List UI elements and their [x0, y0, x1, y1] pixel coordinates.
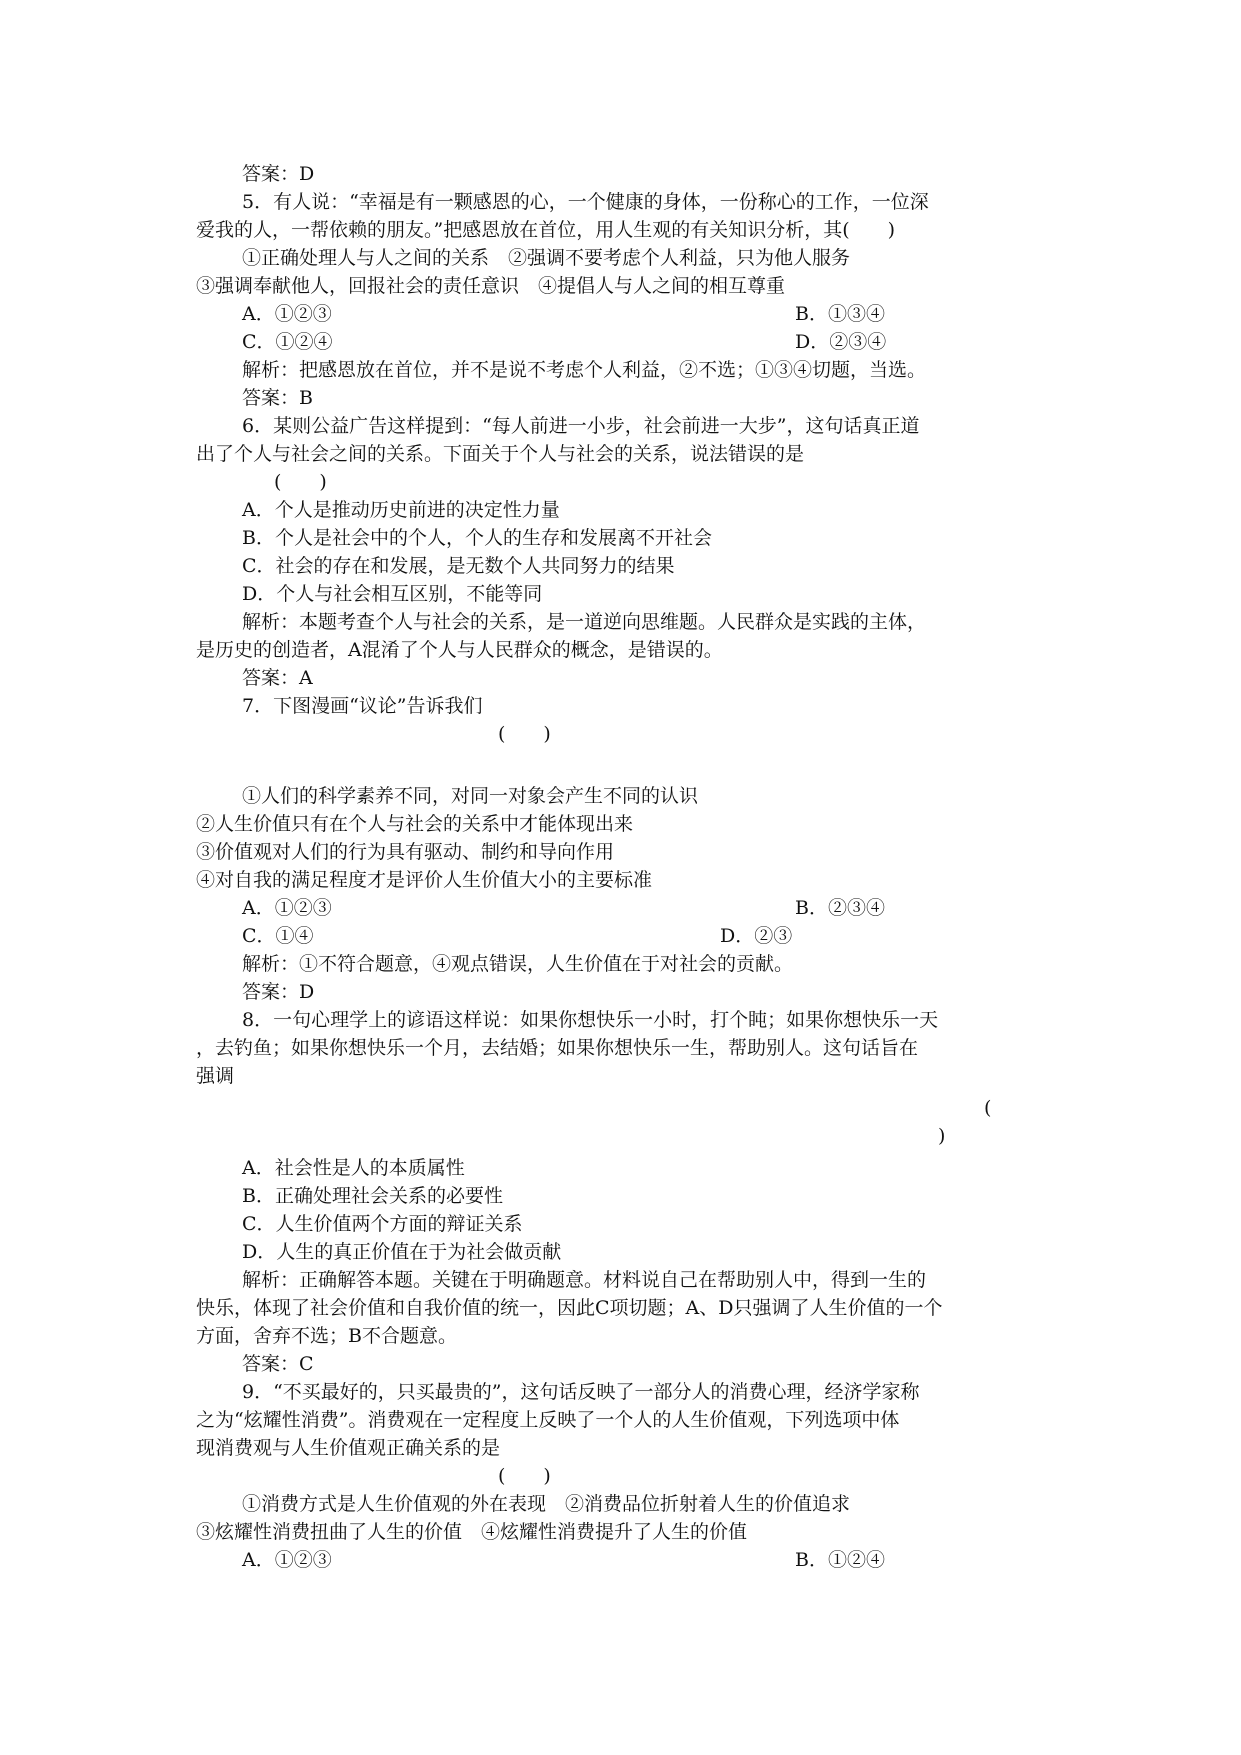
question-8-line-3: 强调 [196, 1065, 235, 1087]
question-8-line-2: ，去钓鱼；如果你想快乐一个月，去结婚；如果你想快乐一生，帮助别人。这句话旨在 [196, 1037, 919, 1059]
statement-2: ②人生价值只有在个人与社会的关系中才能体现出来 [196, 813, 634, 835]
answer-line: 答案：A [242, 667, 313, 689]
option-a: A．个人是推动历史前进的决定性力量 [242, 499, 560, 521]
answer-line: 答案：B [242, 387, 313, 409]
question-7-line-1: 7．下图漫画“议论”告诉我们 [242, 695, 483, 717]
option-a: A．社会性是人的本质属性 [242, 1157, 465, 1179]
option-a: A．①②③ [242, 1549, 332, 1571]
question-5-statements-2: ③强调奉献他人，回报社会的责任意识 ④提倡人与人之间的相互尊重 [196, 275, 786, 297]
analysis-line: 解析：本题考查个人与社会的关系，是一道逆向思维题。人民群众是实践的主体， [242, 611, 927, 633]
option-c: C．①④ [242, 925, 314, 947]
question-6-line-2: 出了个人与社会之间的关系。下面关于个人与社会的关系，说法错误的是 [196, 443, 805, 465]
answer-blank: ( ) [498, 723, 551, 745]
question-9-line-2: 之为“炫耀性消费”。消费观在一定程度上反映了一个人的人生价值观，下列选项中体 [196, 1409, 900, 1431]
option-b: B．①③④ [795, 303, 885, 325]
option-d: D．②③④ [795, 331, 887, 353]
option-b: B．②③④ [795, 897, 885, 919]
option-d: D．人生的真正价值在于为社会做贡献 [242, 1241, 562, 1263]
question-5-line-2: 爱我的人，一帮依赖的朋友。”把感恩放在首位，用人生观的有关知识分析，其( ) [196, 219, 896, 241]
answer-line: 答案：C [242, 1353, 314, 1375]
option-c: C．①②④ [242, 331, 333, 353]
statements-line-2: ③炫耀性消费扭曲了人生的价值 ④炫耀性消费提升了人生的价值 [196, 1521, 748, 1543]
question-5-statements-1: ①正确处理人与人之间的关系 ②强调不要考虑个人利益，只为他人服务 [242, 247, 851, 269]
statements-line-1: ①消费方式是人生价值观的外在表现 ②消费品位折射着人生的价值追求 [242, 1493, 851, 1515]
analysis-line: 解析：①不符合题意，④观点错误，人生价值在于对社会的贡献。 [242, 953, 794, 975]
answer-blank-open: ( [984, 1097, 992, 1119]
option-a: A．①②③ [242, 897, 332, 919]
answer-blank: ( ) [274, 471, 327, 493]
analysis-line: 方面，舍弃不选；B不合题意。 [196, 1325, 457, 1347]
answer-line: 答案：D [242, 981, 315, 1003]
answer-line: 答案：D [242, 163, 315, 185]
option-b: B．个人是社会中的个人，个人的生存和发展离不开社会 [242, 527, 712, 549]
option-c: C．社会的存在和发展，是无数个人共同努力的结果 [242, 555, 675, 577]
answer-blank-close: ) [938, 1125, 946, 1147]
option-b: B．正确处理社会关系的必要性 [242, 1185, 503, 1207]
answer-blank: ( ) [498, 1465, 551, 1487]
analysis-line: 解析：正确解答本题。关键在于明确题意。材料说自己在帮助别人中，得到一生的 [242, 1269, 927, 1291]
statement-3: ③价值观对人们的行为具有驱动、制约和导向作用 [196, 841, 615, 863]
question-9-line-1: 9．“不买最好的，只买最贵的”，这句话反映了一部分人的消费心理，经济学家称 [242, 1381, 920, 1403]
option-d: D．②③ [720, 925, 793, 947]
question-5-line-1: 5．有人说：“幸福是有一颗感恩的心，一个健康的身体，一份称心的工作，一位深 [242, 191, 929, 213]
analysis-line: 是历史的创造者，A混淆了个人与人民群众的概念，是错误的。 [196, 639, 723, 661]
option-a: A．①②③ [242, 303, 332, 325]
option-c: C．人生价值两个方面的辩证关系 [242, 1213, 523, 1235]
statement-1: ①人们的科学素养不同，对同一对象会产生不同的认识 [242, 785, 699, 807]
statement-4: ④对自我的满足程度才是评价人生价值大小的主要标准 [196, 869, 653, 891]
analysis-line: 快乐，体现了社会价值和自我价值的统一，因此C项切题；A、D只强调了人生价值的一个 [196, 1297, 943, 1319]
analysis-line: 解析：把感恩放在首位，并不是说不考虑个人利益，②不选；①③④切题，当选。 [242, 359, 927, 381]
option-d: D．个人与社会相互区别，不能等同 [242, 583, 543, 605]
option-b: B．①②④ [795, 1549, 885, 1571]
question-6-line-1: 6．某则公益广告这样提到：“每人前进一小步，社会前进一大步”，这句话真正道 [242, 415, 920, 437]
question-9-line-3: 现消费观与人生价值观正确关系的是 [196, 1437, 501, 1459]
question-8-line-1: 8．一句心理学上的谚语这样说：如果你想快乐一小时，打个盹；如果你想快乐一天 [242, 1009, 939, 1031]
